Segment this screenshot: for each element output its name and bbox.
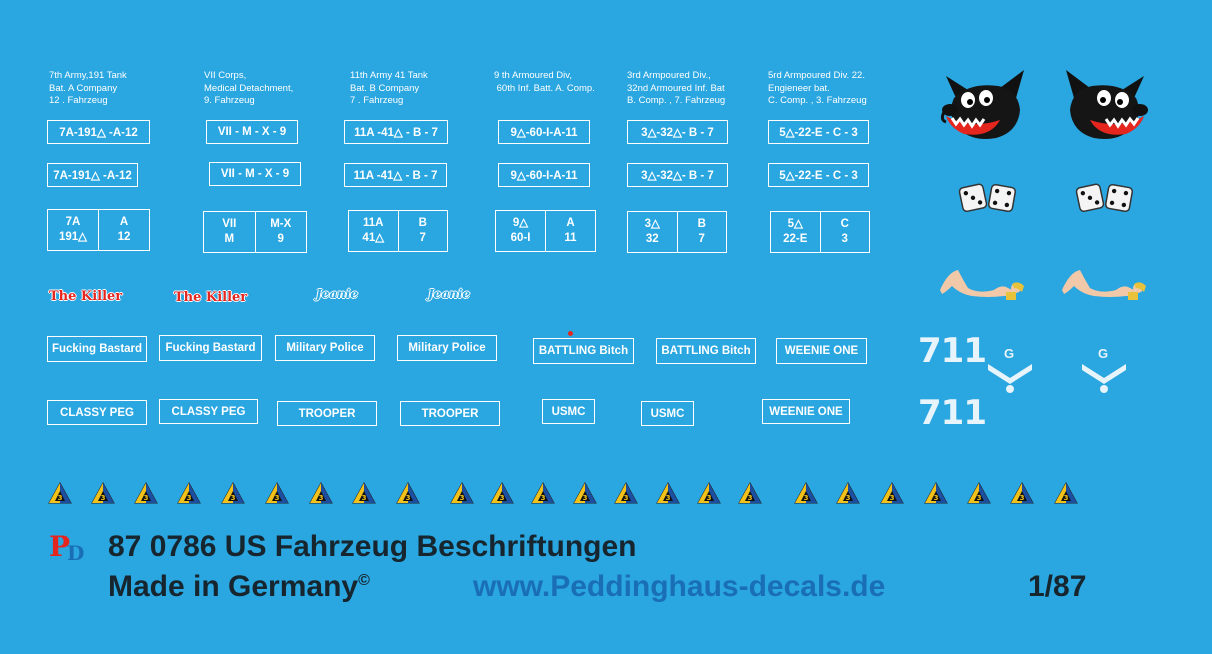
- red-dot-marker: [568, 331, 573, 336]
- armored-insignia-icon: [614, 482, 638, 504]
- copyright-mark: ©: [358, 572, 370, 589]
- name-decal-killer: The Killer: [174, 290, 248, 305]
- svg-text:3: 3: [1019, 494, 1025, 502]
- made-in-text: Made in Germany©: [108, 570, 370, 603]
- armored-insignia-icon: [490, 482, 514, 504]
- armored-insignia-icon: [134, 482, 158, 504]
- chevron-letter: G: [1004, 346, 1015, 361]
- unit-header-5: 3rd Armpoured Div., 32nd Armoured Inf. Bat B. Comp. , 7. Fahrzeug: [627, 70, 726, 106]
- product-title: 87 0786 US Fahrzeug Beschriftungen: [108, 530, 637, 563]
- svg-text:3: 3: [361, 494, 367, 502]
- label-decal: Fucking Bastard: [47, 336, 147, 362]
- wolf-head-icon: [940, 68, 1028, 144]
- name-decal-killer: The Killer: [49, 289, 123, 304]
- label-decal: TROOPER: [277, 401, 377, 426]
- armored-insignia-icon: [573, 482, 597, 504]
- armored-insignia-icon: [309, 482, 333, 504]
- svg-text:3: 3: [499, 494, 505, 502]
- svg-text:3: 3: [706, 494, 712, 502]
- armored-insignia-icon: [656, 482, 680, 504]
- code-box: VII - M - X - 9: [209, 162, 301, 186]
- unit-grid-box: 9△ 60-I A 11: [495, 210, 596, 252]
- armored-insignia-icon: [221, 482, 245, 504]
- svg-text:3: 3: [57, 494, 63, 502]
- dice-icon: [958, 181, 1018, 215]
- armored-insignia-icon: [531, 482, 555, 504]
- svg-text:3: 3: [405, 494, 411, 502]
- dice-icon: [1075, 181, 1135, 215]
- code-box: 7A-191△ -A-12: [47, 163, 138, 187]
- label-decal: TROOPER: [400, 401, 500, 426]
- vehicle-number-decal: 711: [918, 393, 986, 433]
- armored-insignia-icon: [836, 482, 860, 504]
- svg-text:3: 3: [582, 494, 588, 502]
- code-box: 3△-32△- B - 7: [627, 120, 728, 144]
- unit-grid-box: 3△ 32 B 7: [627, 211, 727, 253]
- svg-text:3: 3: [845, 494, 851, 502]
- armored-insignia-icon: [48, 482, 72, 504]
- armored-insignia-icon: [396, 482, 420, 504]
- g-chevron-icon: [986, 344, 1034, 394]
- svg-text:P: P: [49, 530, 71, 563]
- label-decal: Military Police: [397, 335, 497, 361]
- svg-text:3: 3: [186, 494, 192, 502]
- unit-header-4: 9 th Armoured Div, 60th Inf. Batt. A. Comp.: [494, 70, 595, 94]
- scale-text: 1/87: [1028, 570, 1087, 603]
- label-decal: BATTLING Bitch: [656, 338, 756, 364]
- armored-insignia-icon: [177, 482, 201, 504]
- code-box: 9△-60-I-A-11: [498, 163, 590, 187]
- armored-insignia-icon: [880, 482, 904, 504]
- armored-insignia-icon: [265, 482, 289, 504]
- armored-insignia-icon: [450, 482, 474, 504]
- unit-header-3: 11th Army 41 Tank Bat. B Company 7 . Fahrzeug: [350, 70, 428, 106]
- armored-insignia-icon: [1010, 482, 1034, 504]
- armored-insignia-icon: [1054, 482, 1078, 504]
- label-decal: CLASSY PEG: [47, 400, 147, 425]
- wolf-head-icon: [1062, 68, 1150, 144]
- unit-header-2: VII Corps, Medical Detachment, 9. Fahrzeug: [204, 70, 294, 106]
- unit-grid-box: 7A 191△ A 12: [47, 209, 150, 251]
- chevron-letter: G: [1098, 346, 1109, 361]
- pd-logo-icon: [47, 530, 89, 564]
- armored-insignia-icon: [794, 482, 818, 504]
- svg-text:3: 3: [933, 494, 939, 502]
- armored-insignia-icon: [91, 482, 115, 504]
- armored-insignia-icon: [352, 482, 376, 504]
- name-decal-jeanie: Jeanie: [316, 287, 359, 301]
- unit-grid-box: VII M M-X 9: [203, 211, 307, 253]
- svg-text:3: 3: [100, 494, 106, 502]
- svg-text:3: 3: [230, 494, 236, 502]
- svg-text:3: 3: [623, 494, 629, 502]
- code-box: 11A -41△ - B - 7: [344, 120, 448, 144]
- svg-text:3: 3: [143, 494, 149, 502]
- armored-insignia-icon: [967, 482, 991, 504]
- svg-text:3: 3: [1063, 494, 1069, 502]
- vehicle-number-decal: 711: [918, 331, 986, 371]
- svg-text:3: 3: [889, 494, 895, 502]
- label-decal: WEENIE ONE: [762, 399, 850, 424]
- label-decal: BATTLING Bitch: [533, 338, 634, 364]
- svg-text:3: 3: [459, 494, 465, 502]
- svg-text:3: 3: [747, 494, 753, 502]
- code-box: 5△-22-E - C - 3: [768, 163, 869, 187]
- svg-text:3: 3: [318, 494, 324, 502]
- g-chevron-icon: [1080, 344, 1128, 394]
- code-box: VII - M - X - 9: [206, 120, 298, 144]
- name-decal-jeanie: Jeanie: [428, 287, 471, 301]
- unit-grid-box: 11A 41△ B 7: [348, 210, 448, 252]
- armored-insignia-icon: [697, 482, 721, 504]
- label-decal: WEENIE ONE: [776, 338, 867, 364]
- code-box: 7A-191△ -A-12: [47, 120, 150, 144]
- svg-text:D: D: [67, 541, 85, 564]
- svg-text:3: 3: [665, 494, 671, 502]
- code-box: 5△-22-E - C - 3: [768, 120, 869, 144]
- svg-text:3: 3: [540, 494, 546, 502]
- code-box: 3△-32△- B - 7: [627, 163, 728, 187]
- label-decal: USMC: [542, 399, 595, 424]
- svg-text:3: 3: [803, 494, 809, 502]
- label-decal: USMC: [641, 401, 694, 426]
- armored-insignia-row: [0, 482, 1212, 508]
- armored-insignia-icon: [738, 482, 762, 504]
- label-decal: Fucking Bastard: [159, 335, 262, 361]
- armored-insignia-icon: [924, 482, 948, 504]
- svg-text:3: 3: [274, 494, 280, 502]
- pinup-figure-icon: [938, 266, 1030, 304]
- pinup-figure-icon: [1060, 266, 1152, 304]
- unit-header-1: 7th Army,191 Tank Bat. A Company 12 . Fahrzeug: [49, 70, 127, 106]
- svg-text:3: 3: [976, 494, 982, 502]
- code-box: 11A -41△ - B - 7: [344, 163, 447, 187]
- code-box: 9△-60-I-A-11: [498, 120, 590, 144]
- label-decal: CLASSY PEG: [159, 399, 258, 424]
- website-link[interactable]: www.Peddinghaus-decals.de: [473, 570, 886, 603]
- label-decal: Military Police: [275, 335, 375, 361]
- unit-grid-box: 5△ 22-E C 3: [770, 211, 870, 253]
- unit-header-6: 5rd Armpoured Div. 22. Engieneer bat. C. Comp. , 3. Fahrzeug: [768, 70, 867, 106]
